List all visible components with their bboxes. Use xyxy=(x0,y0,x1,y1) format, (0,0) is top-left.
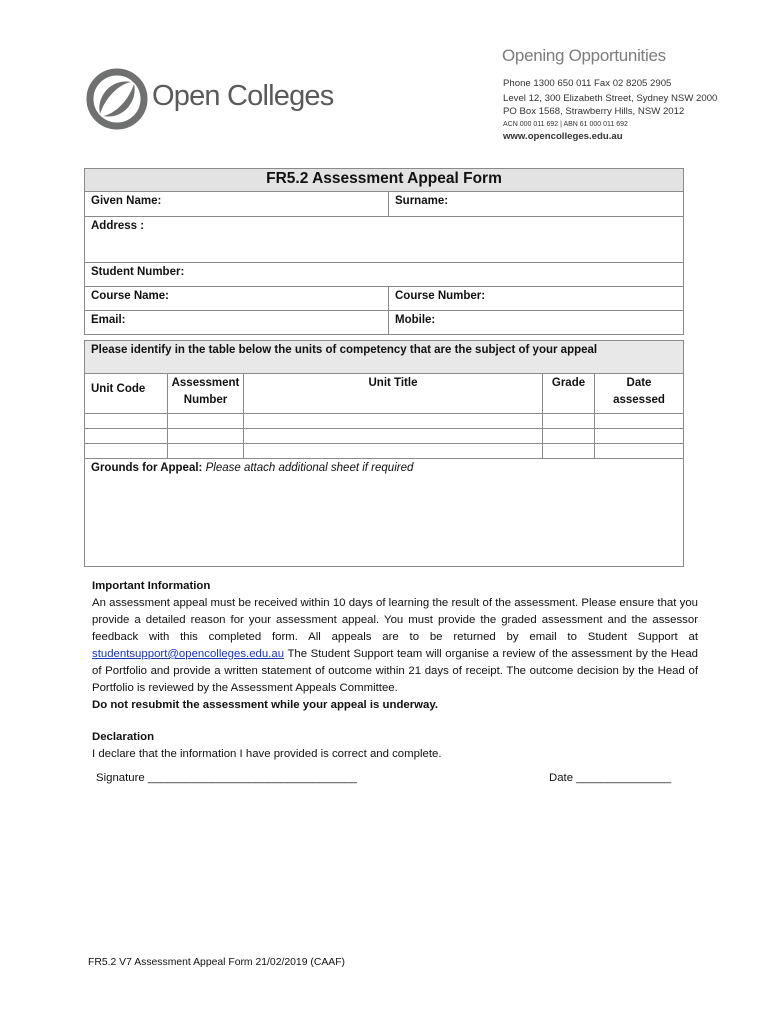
table-row xyxy=(85,414,684,429)
resubmit-warning: Do not resubmit the assessment while your appeal is underway. xyxy=(92,699,439,711)
col-unit-code: Unit Code xyxy=(85,374,168,414)
unit-code-cell[interactable] xyxy=(85,429,168,444)
col-grade xyxy=(543,374,595,414)
student-details-table xyxy=(84,168,684,335)
date-line[interactable]: Date _______________ xyxy=(549,772,672,784)
unit-title-cell[interactable] xyxy=(244,444,543,459)
unit-code-cell[interactable] xyxy=(85,444,168,459)
mobile-label: Mobile: xyxy=(395,314,436,326)
tagline: Opening Opportunities xyxy=(502,46,666,65)
contact-phone: Phone 1300 650 011 Fax 02 8205 2905 xyxy=(503,78,672,89)
units-table xyxy=(84,340,684,567)
date-assessed-cell[interactable] xyxy=(595,444,684,459)
course-number-label: Course Number: xyxy=(395,290,486,302)
info-text-part1: An assessment appeal must be received within 10 days of learning the result of the assessment. Please ensure that you provide a detailed reason for your assessment appeal. You must provide the graded assessment and the assessor feedback with this completed form. All appeals are to be returned by email to Student Support at xyxy=(92,597,698,643)
grounds-label: Grounds for Appeal: xyxy=(91,462,203,474)
unit-title-cell[interactable] xyxy=(244,429,543,444)
student-support-email-link[interactable]: studentsupport@opencolleges.edu.au xyxy=(92,648,285,660)
important-info-paragraph xyxy=(92,595,698,697)
signature-line[interactable]: Signature _________________________________ xyxy=(96,772,357,784)
form-title: FR5.2 Assessment Appeal Form xyxy=(85,169,684,192)
grade-cell[interactable] xyxy=(543,429,595,444)
grounds-for-appeal-field[interactable] xyxy=(85,459,684,567)
unit-code-cell[interactable] xyxy=(85,414,168,429)
email-field[interactable] xyxy=(85,311,389,335)
info-text-part2: The Student Support team will organise a review of the assessment by the Head of Portfolio and provide a written statement of outcome within 21 days of receipt. The outcome decision by the Head of Portfolio is reviewed by the Assessment Appeals Committee. xyxy=(92,648,698,694)
unit-title-cell[interactable] xyxy=(244,414,543,429)
col-date-assessed-line1: Date xyxy=(626,377,652,389)
col-grade-label: Grade xyxy=(551,377,586,389)
student-number-field[interactable] xyxy=(85,263,684,287)
important-information xyxy=(92,578,698,714)
table-row xyxy=(85,444,684,459)
assessment-number-cell[interactable] xyxy=(168,429,244,444)
course-name-field[interactable] xyxy=(85,287,389,311)
address-label: Address : xyxy=(91,220,145,232)
units-instruction: Please identify in the table below the units of competency that are the subject of your appeal xyxy=(85,341,684,374)
date-assessed-cell[interactable] xyxy=(595,429,684,444)
col-date-assessed xyxy=(595,374,684,414)
address-field[interactable] xyxy=(85,217,684,263)
col-unit-title-label: Unit Title xyxy=(368,377,418,389)
footer-text: FR5.2 V7 Assessment Appeal Form 21/02/2019 (CAAF) xyxy=(88,957,345,968)
date-assessed-cell[interactable] xyxy=(595,414,684,429)
declaration-heading: Declaration xyxy=(92,731,155,743)
logo-wordmark: Open Colleges xyxy=(152,80,334,112)
col-assessment-number-line1: Assessment xyxy=(171,377,240,389)
mobile-field[interactable] xyxy=(389,311,684,335)
col-unit-title xyxy=(244,374,543,414)
email-label: Email: xyxy=(91,314,126,326)
course-number-field[interactable] xyxy=(389,287,684,311)
surname-field[interactable] xyxy=(389,192,684,217)
contact-address-line2: PO Box 1568, Strawberry Hills, NSW 2012 xyxy=(503,106,685,117)
acn-abn: ACN 000 011 692 | ABN 61 000 011 692 xyxy=(503,121,628,128)
grade-cell[interactable] xyxy=(543,414,595,429)
declaration-text: I declare that the information I have provided is correct and complete. xyxy=(92,748,442,760)
contact-address-line1: Level 12, 300 Elizabeth Street, Sydney NSW 2000 xyxy=(503,93,718,104)
given-name-label: Given Name: xyxy=(91,195,162,207)
declaration-section xyxy=(92,729,692,763)
assessment-number-cell[interactable] xyxy=(168,414,244,429)
col-date-assessed-line2: assessed xyxy=(613,394,665,406)
assessment-number-cell[interactable] xyxy=(168,444,244,459)
grade-cell[interactable] xyxy=(543,444,595,459)
col-assessment-number-line2: Number xyxy=(183,394,228,406)
open-colleges-logo-icon xyxy=(86,68,148,130)
student-number-label: Student Number: xyxy=(91,266,185,278)
table-row xyxy=(85,429,684,444)
surname-label: Surname: xyxy=(395,195,449,207)
col-assessment-number xyxy=(168,374,244,414)
website-link[interactable]: www.opencolleges.edu.au xyxy=(503,131,623,142)
important-info-heading: Important Information xyxy=(92,580,211,592)
grounds-note: Please attach additional sheet if required xyxy=(205,462,414,474)
course-name-label: Course Name: xyxy=(91,290,169,302)
given-name-field[interactable] xyxy=(85,192,389,217)
